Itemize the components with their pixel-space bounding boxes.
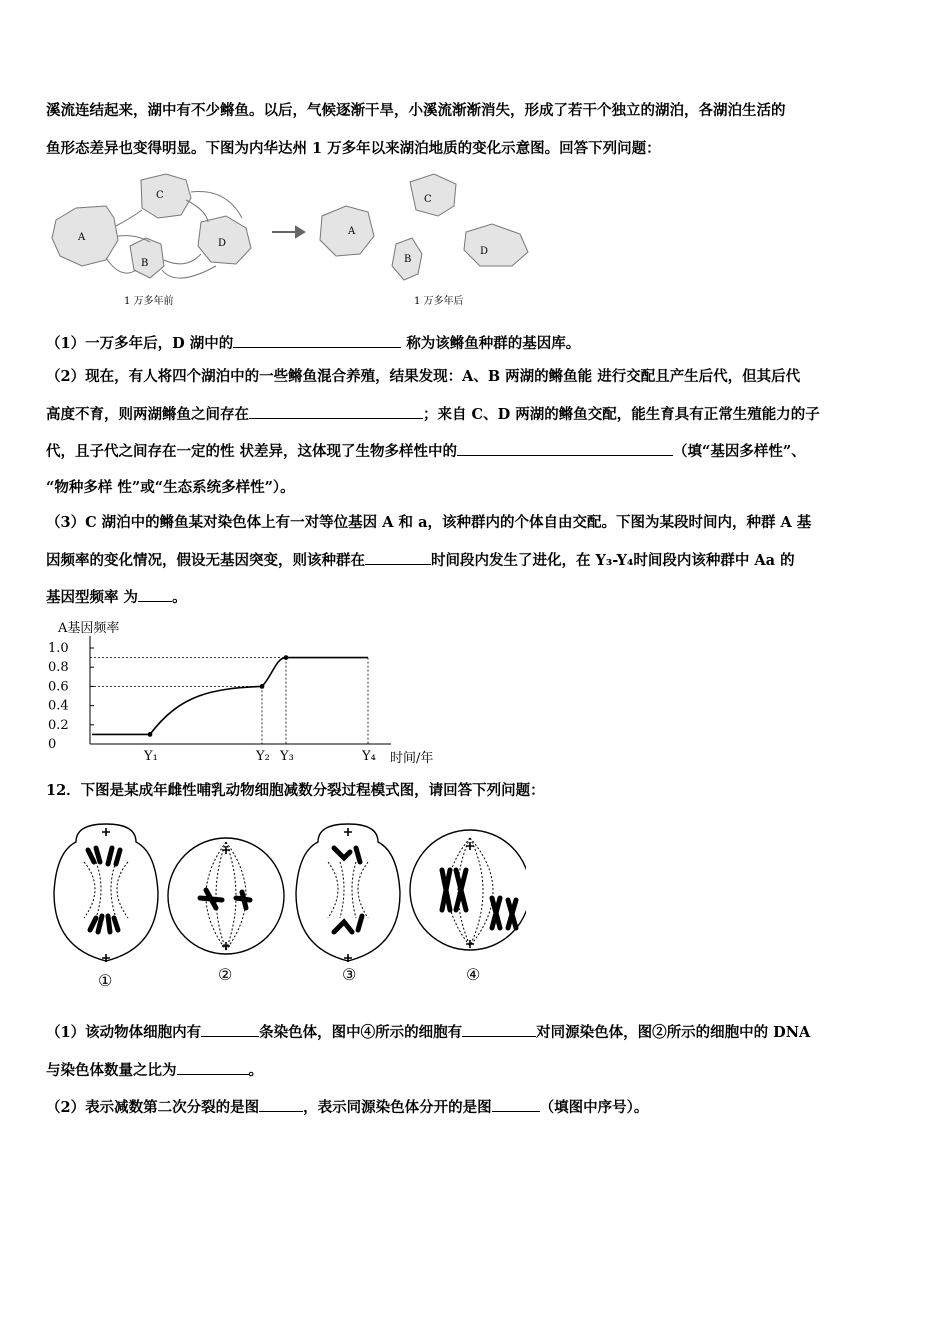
answer-blank-gene-pool[interactable] (233, 333, 401, 348)
x-tick-label: Y₄ (362, 749, 376, 764)
chart-title: A基因频率 (58, 621, 120, 636)
lakes-before (52, 174, 251, 278)
question-3-line-3: 基因型频率 为 。 (46, 589, 187, 606)
data-point (148, 732, 153, 737)
data-point (284, 655, 289, 660)
y-tick-label: 0 (48, 737, 57, 752)
cell-1 (54, 824, 158, 962)
lake-label-B2: B (404, 254, 412, 265)
lake-label-C1: C (156, 190, 164, 201)
lake-label-A1: A (78, 232, 86, 243)
lake-label-D1: D (218, 238, 227, 249)
meiosis-cells-figure (46, 818, 526, 993)
answer-blank-isolation[interactable] (249, 404, 423, 419)
cell-label-2: ② (218, 965, 233, 984)
question-12-part-1-line-1: （1）该动物体细胞内有 条染色体，图中④所示的细胞有 对同源染色体，图②所示的细胞中的 DNA (46, 1024, 811, 1041)
arrow-icon (272, 227, 304, 237)
x-axis-label: 时间/年 (390, 751, 434, 766)
cell-label-3: ③ (342, 965, 357, 984)
answer-blank-meiosis-ii[interactable] (259, 1097, 303, 1112)
answer-blank-homologous-separation[interactable] (492, 1097, 540, 1112)
cell-4 (410, 830, 526, 950)
y-tick-label: 0.8 (48, 660, 69, 676)
lake-label-A2: A (348, 226, 356, 237)
x-tick-label: Y₁ (144, 749, 158, 764)
question-2-line-4: “物种多样 性”或“生态系统多样性”）。 (46, 479, 295, 496)
question-12-part-1-line-2: 与染色体数量之比为 。 (46, 1062, 263, 1079)
x-tick-label: Y₂ (256, 749, 270, 764)
question-1: （1）一万多年后，D 湖中的 称为该鳉鱼种群的基因库。 (46, 335, 581, 352)
lake-label-C2: C (424, 194, 432, 205)
question-2-line-2: 高度不育，则两湖鳉鱼之间存在 ；来自 C、D 两湖的鳉鱼交配，能生育具有正常生殖能力的子 (46, 406, 820, 423)
caption-before: 1 万多年前 (124, 296, 174, 307)
frequency-curve (92, 658, 368, 735)
gene-frequency-chart (46, 616, 456, 766)
cell-3 (296, 824, 400, 962)
text-line-1: 溪流连结起来，湖中有不少鳉鱼。以后，气候逐渐干旱，小溪流渐渐消失，形成了若干个独立的湖泊，各湖泊生活的 (46, 102, 786, 119)
answer-blank-diversity[interactable] (457, 441, 673, 456)
y-tick-label: 0.2 (48, 717, 69, 733)
data-point (260, 684, 265, 689)
answer-blank-homologous-pairs[interactable] (462, 1022, 536, 1037)
cell-label-4: ④ (466, 965, 481, 984)
y-tick-label: 0.4 (48, 698, 69, 714)
question-12-part-2: （2）表示减数第二次分裂的是图 ，表示同源染色体分开的是图 （填图中序号）。 (46, 1099, 649, 1116)
answer-blank-time-period[interactable] (365, 550, 431, 565)
question-3-line-1: （3）C 湖泊中的鳉鱼某对染色体上有一对等位基因 A 和 a，该种群内的个体自由交配。下图为某段时间内，种群 A 基 (46, 514, 812, 531)
lake-label-B1: B (141, 258, 149, 269)
question-2-line-3: 代，且子代之间存在一定的性 状差异，这体现了生物多样性中的 （填“基因多样性”、 (46, 443, 806, 460)
y-tick-label: 1.0 (48, 641, 69, 656)
lake-label-D2: D (480, 246, 489, 257)
answer-blank-dna-ratio[interactable] (177, 1060, 249, 1075)
y-tick-label: 0.6 (48, 679, 69, 695)
answer-blank-chromosome-count[interactable] (201, 1022, 259, 1037)
cell-label-1: ① (98, 971, 113, 990)
question-2-line-1: （2）现在，有人将四个湖泊中的一些鳉鱼混合养殖，结果发现：A、B 两湖的鳉鱼能 进行交配且产生后代，但其后代 (46, 368, 801, 385)
caption-after: 1 万多年后 (414, 296, 464, 307)
x-tick-label: Y₃ (280, 749, 294, 764)
question-3-line-2: 因频率的变化情况，假设无基因突变，则该种群在 时间段内发生了进化，在 Y₃-Y₄时间段内该种群中 Aa 的 (46, 552, 795, 569)
answer-blank-aa-frequency[interactable] (138, 587, 172, 602)
question-12: 12．下图是某成年雌性哺乳动物细胞减数分裂过程模式图，请回答下列问题： (46, 782, 545, 799)
lake-change-figure (46, 170, 546, 315)
text-line-2: 鱼形态差异也变得明显。下图为内华达州 1 万多年以来湖泊地质的变化示意图。回答下列问题： (46, 140, 661, 157)
cell-2 (168, 838, 284, 954)
